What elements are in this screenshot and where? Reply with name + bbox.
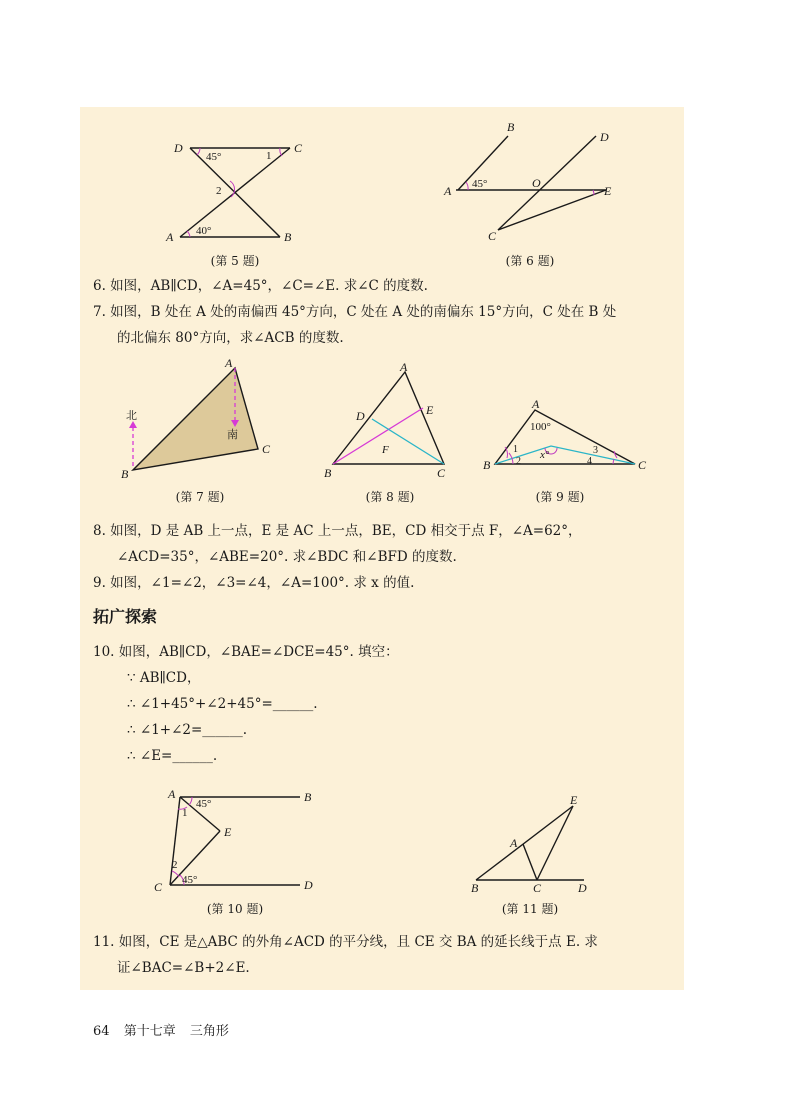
fig9-angle-1: 1: [513, 444, 518, 455]
fig10-label-d: D: [304, 878, 313, 892]
fig8-label-a: A: [400, 360, 408, 374]
figure-6: [438, 118, 628, 246]
fig10-angle-a: 45°: [196, 798, 212, 810]
problem-10-step-1: ∵ AB∥CD，: [127, 670, 201, 686]
fig5-angle-2: 2: [216, 185, 222, 197]
fig7-label-b: B: [121, 467, 129, 481]
chapter-title: 三角形: [189, 1024, 229, 1039]
fig5-angle-1: 1: [266, 150, 272, 162]
fig10-label-b: B: [304, 790, 312, 804]
fig6-label-e: E: [604, 184, 612, 198]
fig10-label-a: A: [168, 787, 176, 801]
fig11-label-a: A: [510, 836, 518, 850]
fig6-label-c: C: [488, 229, 497, 243]
fig10-angle-1: 1: [182, 807, 188, 819]
fig7-label-south: 南: [227, 429, 238, 441]
fig5-label-a: A: [166, 230, 174, 244]
caption-fig9: (第 9 题): [535, 490, 585, 504]
fig5-label-c: C: [294, 141, 303, 155]
problem-6: 6. 如图，AB∥CD，∠A=45°，∠C=∠E. 求∠C 的度数.: [93, 278, 428, 294]
fig6-label-b: B: [507, 120, 515, 134]
fig7-label-a: A: [225, 356, 233, 370]
caption-fig10: (第 10 题): [206, 902, 264, 916]
fig11-label-d: D: [578, 881, 587, 895]
caption-fig7: (第 7 题): [175, 490, 225, 504]
fig7-label-c: C: [262, 442, 271, 456]
problem-7-line-1: 7. 如图，B 处在 A 处的南偏西 45°方向，C 处在 A 处的南偏东 15°方向，C 处在 B 处: [93, 304, 617, 320]
fig9-angle-a: 100°: [530, 421, 551, 433]
problem-11-line-1: 11. 如图，CE 是△ABC 的外角∠ACD 的平分线，且 CE 交 BA 的延长线于点 E. 求: [93, 934, 598, 950]
fig9-angle-3: 3: [593, 445, 598, 456]
fig8-label-d: D: [356, 409, 365, 423]
figure-8: [318, 360, 458, 486]
caption-fig11: (第 11 题): [501, 902, 559, 916]
figure-10: [150, 785, 325, 895]
problem-10-step-3: ∴ ∠1+∠2=______.: [127, 722, 248, 738]
caption-fig5: (第 5 题): [210, 254, 260, 268]
fig7-label-north: 北: [126, 410, 137, 422]
figure-7: [115, 356, 285, 486]
fig9-angle-4: 4: [587, 456, 592, 467]
fig5-angle-a: 40°: [196, 225, 212, 237]
fig8-label-c: C: [437, 466, 446, 480]
chapter-number: 第十七章: [123, 1024, 176, 1039]
figure-5: [160, 135, 310, 250]
fig6-angle-a: 45°: [472, 178, 488, 190]
fig8-label-f: F: [382, 444, 389, 456]
fig8-label-b: B: [324, 466, 332, 480]
problem-7-line-2: 的北偏东 80°方向，求∠ACB 的度数.: [117, 330, 344, 346]
fig9-angle-2: 2: [516, 456, 521, 467]
problem-9: 9. 如图，∠1=∠2，∠3=∠4，∠A=100°. 求 x 的值.: [93, 575, 415, 591]
caption-fig8: (第 8 题): [365, 490, 415, 504]
fig11-label-c: C: [533, 881, 542, 895]
problem-10-step-2: ∴ ∠1+45°+∠2+45°=______.: [127, 696, 318, 712]
fig11-label-b: B: [471, 881, 479, 895]
problem-11-line-2: 证∠BAC=∠B+2∠E.: [117, 960, 250, 976]
fig5-label-d: D: [174, 141, 183, 155]
problem-10-step-4: ∴ ∠E=______.: [127, 748, 218, 764]
section-title: 拓广探索: [93, 607, 158, 626]
problem-8-line-2: ∠ACD=35°，∠ABE=20°. 求∠BDC 和∠BFD 的度数.: [117, 549, 457, 565]
problem-10-intro: 10. 如图，AB∥CD，∠BAE=∠DCE=45°. 填空：: [93, 644, 399, 660]
page-number: 64: [93, 1024, 110, 1039]
problem-8-line-1: 8. 如图，D 是 AB 上一点，E 是 AC 上一点，BE，CD 相交于点 F，∠A=62°，: [93, 523, 582, 539]
caption-fig6: (第 6 题): [505, 254, 555, 268]
fig10-label-e: E: [224, 825, 232, 839]
fig11-label-e: E: [570, 793, 578, 807]
fig9-label-c: C: [638, 458, 647, 472]
fig8-label-e: E: [426, 403, 434, 417]
fig5-label-b: B: [284, 230, 292, 244]
fig6-label-a: A: [444, 184, 452, 198]
fig10-label-c: C: [154, 880, 163, 894]
fig5-angle-d: 45°: [206, 151, 222, 163]
fig6-label-d: D: [600, 130, 609, 144]
fig9-label-b: B: [483, 458, 491, 472]
fig9-label-a: A: [532, 397, 540, 411]
fig9-angle-x: x°: [540, 449, 550, 461]
fig6-label-o: O: [532, 176, 541, 190]
figure-11: [462, 788, 602, 894]
fig10-angle-c: 45°: [182, 874, 198, 886]
fig10-angle-2: 2: [172, 859, 178, 871]
page-footer: [93, 1020, 239, 1039]
figure-9: [483, 398, 653, 484]
